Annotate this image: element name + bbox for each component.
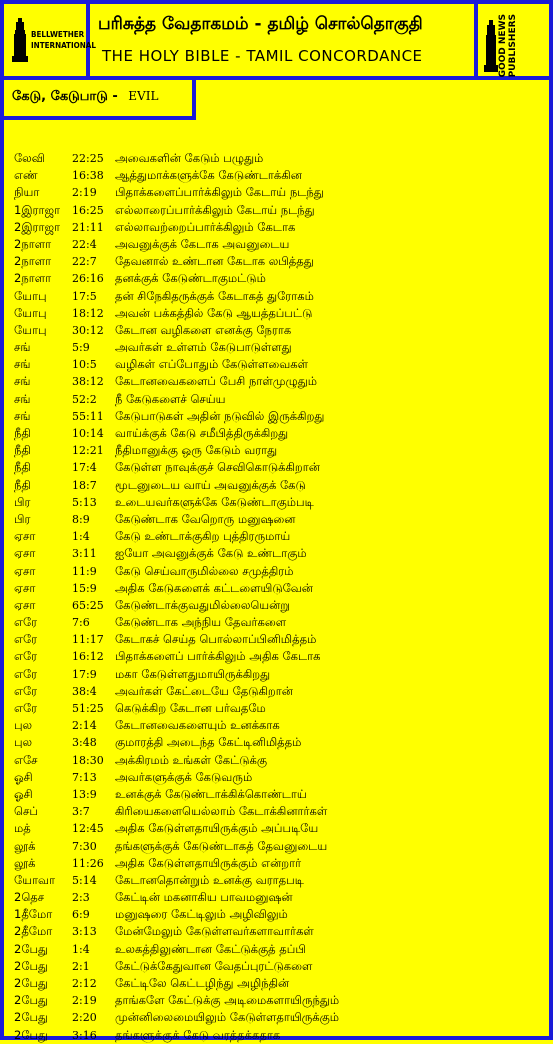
entry-text: தேவனால் உண்டான கேடாக லபித்தது	[115, 254, 314, 269]
entry-text: எல்லாரைப்பார்க்கிலும் கேடாய் நடந்து	[115, 202, 315, 217]
entry-row	[14, 683, 544, 700]
entry-book: 2நாளா	[14, 254, 52, 269]
entry-book: சங்	[14, 391, 31, 406]
entry-list	[14, 150, 544, 1044]
entry-book: செப்	[14, 804, 38, 819]
entry-text: மூடனுடைய வாய் அவனுக்குக் கேடு	[115, 477, 306, 492]
entry-row	[14, 666, 544, 683]
entry-reference: 38:4	[72, 684, 97, 698]
entry-reference: 8:9	[72, 512, 90, 526]
entry-book: 2பேது	[14, 976, 49, 990]
entry-reference: 12:21	[72, 444, 104, 458]
entry-text: கிரியைகளையெல்லாம் கேடாக்கினார்கள்	[115, 804, 328, 819]
entry-reference: 11:26	[72, 856, 104, 870]
entry-reference: 12:45	[72, 822, 104, 836]
entry-text: அவர்கள் கேட்டையே தேடுகிறான்	[115, 683, 293, 698]
entry-book: யோபு	[14, 322, 47, 337]
entry-row	[14, 253, 544, 270]
entry-book: சங்	[14, 374, 31, 389]
entry-text: அவைகளின் கேடும் பழுதும்	[115, 151, 264, 165]
entry-row	[14, 391, 544, 408]
entry-reference: 22:7	[72, 255, 97, 269]
entry-reference: 18:30	[72, 753, 104, 767]
entry-text: தாங்களே கேட்டுக்கு அடிமைகளாயிருந்தும்	[115, 993, 340, 1008]
entry-text: அவனுக்குக் கேடாக அவனுடைய	[115, 236, 290, 251]
entry-reference: 65:25	[72, 598, 104, 612]
entry-book: 2பேது	[14, 941, 49, 956]
entry-reference: 3:16	[72, 1028, 97, 1042]
entry-text: கேடுண்டாக வேறொரு மனுஷனை	[115, 511, 296, 526]
entry-row	[14, 408, 544, 425]
entry-reference: 1:4	[72, 942, 90, 956]
entry-row	[14, 442, 544, 459]
entry-reference: 11:17	[72, 633, 104, 647]
goodnews-logo-box	[478, 4, 549, 80]
entry-text: கேட்டின் மகனாகிய பாவமனுஷன்	[115, 890, 293, 905]
entry-row	[14, 425, 544, 442]
entry-row	[14, 270, 544, 287]
entry-book: நியா	[14, 185, 40, 200]
entry-book: எசே	[14, 752, 38, 767]
entry-reference: 2:1	[72, 959, 90, 973]
entry-row	[14, 219, 544, 236]
entry-row	[14, 1009, 544, 1026]
entry-book: 1இராஜா	[14, 202, 61, 217]
entry-text: பிதாக்களைப்பார்க்கிலும் கேடாய் நடந்து	[115, 185, 324, 200]
entry-reference: 51:25	[72, 702, 104, 715]
entry-book: ஏசா	[14, 529, 36, 544]
entry-text: கேடுள்ள நாவுக்குச் செவிகொடுக்கிறான்	[115, 460, 320, 475]
entry-text: கேடுண்டாக்குவதுமில்லையென்று	[115, 597, 290, 612]
entry-text: முன்னிலைமையிலும் கேடுள்ளதாயிருக்கும்	[115, 1010, 340, 1025]
entry-text: கேடான வழிகளை எனக்கு நேராக	[115, 322, 292, 337]
entry-book: 2பேது	[14, 1027, 49, 1042]
entry-row	[14, 906, 544, 923]
entry-row	[14, 511, 544, 528]
entry-text: உலகத்திலுண்டான கேட்டுக்குத் தப்பி	[115, 941, 306, 956]
entry-text: உனக்குக் கேடுண்டாக்கிக்கொண்டாய்	[115, 786, 307, 801]
entry-text: மேன்மேலும் கேடுள்ளவர்களாவார்கள்	[115, 924, 314, 939]
entry-book: 2பேது	[14, 958, 49, 973]
entry-row	[14, 769, 544, 786]
entry-text: கேடானதொன்றும் உனக்கு வராதபடி	[115, 872, 304, 887]
entry-text: வாய்க்குக் கேடு சமீபித்திருக்கிறது	[115, 426, 289, 440]
entry-row	[14, 941, 544, 958]
entry-book: 2இராஜா	[14, 219, 61, 234]
entry-reference: 18:12	[72, 306, 104, 320]
entry-reference: 2:20	[72, 1011, 97, 1025]
entry-text: கேடு உண்டாக்குகிற புத்திரருமாய்	[115, 529, 291, 544]
goodnews-logo-line1: GOOD NEWS	[498, 14, 508, 78]
entry-reference: 3:11	[72, 547, 97, 561]
bellwether-logo-line2: INTERNATIONAL	[31, 41, 96, 50]
entry-text: அதிக கேடுள்ளதாயிருக்கும் அப்படியே	[115, 821, 319, 836]
entry-reference: 52:2	[72, 392, 97, 406]
entry-book: பிர	[14, 511, 31, 526]
entry-row	[14, 150, 544, 167]
title-box	[90, 4, 478, 80]
entry-book: நீதி	[14, 443, 31, 458]
entry-row	[14, 786, 544, 803]
entry-row	[14, 202, 544, 219]
entry-book: 2நாளா	[14, 271, 52, 286]
entry-row	[14, 305, 544, 322]
entry-text: நீ கேடுகளைச் செய்ய	[115, 391, 226, 406]
title-english: THE HOLY BIBLE - TAMIL CONCORDANCE	[102, 47, 423, 65]
entry-text: அதிக கேடுகளைக் கட்டளையிடுவேன்	[115, 580, 313, 595]
entry-text: தனக்குக் கேடுண்டாகுமட்டும்	[115, 271, 266, 286]
bell-tower-icon	[12, 18, 28, 62]
entry-book: 2நாளா	[14, 236, 52, 251]
entry-reference: 26:16	[72, 272, 104, 286]
entry-reference: 10:14	[72, 427, 104, 440]
entry-row	[14, 356, 544, 373]
entry-text: வழிகள் எப்போதும் கேடுள்ளவைகள்	[115, 357, 309, 372]
entry-reference: 15:9	[72, 581, 97, 595]
entry-book: ஏசா	[14, 580, 36, 595]
entry-book: ஓசி	[14, 786, 33, 801]
entry-text: அவர்கள் உள்ளம் கேடுபாடுள்ளது	[115, 340, 292, 355]
entry-reference: 17:9	[72, 667, 97, 681]
entry-row	[14, 803, 544, 820]
entry-reference: 3:48	[72, 736, 97, 750]
entry-row	[14, 752, 544, 769]
entry-reference: 2:19	[72, 994, 97, 1008]
entry-book: 2பேது	[14, 1010, 49, 1025]
entry-row	[14, 631, 544, 648]
entry-row	[14, 288, 544, 305]
entry-book: லூக்	[14, 855, 36, 870]
entry-row	[14, 528, 544, 545]
entry-reference: 2:14	[72, 719, 97, 733]
goodnews-logo-line2: PUBLISHERS	[508, 14, 518, 78]
entry-book: எரே	[14, 666, 38, 681]
entry-book: 1தீமோ	[14, 907, 53, 922]
entry-row	[14, 322, 544, 339]
entry-row	[14, 580, 544, 597]
entry-book: ஏசா	[14, 563, 36, 578]
entry-row	[14, 477, 544, 494]
entry-book: புல	[14, 735, 33, 750]
entry-reference: 21:11	[72, 220, 104, 234]
goodnews-logo	[484, 14, 528, 77]
entry-text: தங்களுக்குக் கேடு வரத்தக்கதாக	[115, 1027, 281, 1042]
entry-reference: 17:5	[72, 289, 97, 303]
entry-book: யோவா	[14, 872, 56, 887]
entry-reference: 2:19	[72, 186, 97, 200]
entry-text: அவன் பக்கத்தில் கேடு ஆயத்தப்பட்டு	[115, 305, 313, 320]
entry-row	[14, 648, 544, 665]
entry-row	[14, 614, 544, 631]
entry-text: உடையவர்களுக்கே கேடுண்டாகும்படி	[115, 494, 314, 509]
entry-reference: 10:5	[72, 358, 97, 372]
entry-row	[14, 339, 544, 356]
entry-reference: 2:3	[72, 891, 90, 905]
entry-text: மகா கேடுள்ளதுமாயிருக்கிறது	[115, 666, 271, 681]
bellwether-logo	[12, 18, 96, 62]
entry-reference: 6:9	[72, 908, 90, 922]
entry-book: நீதி	[14, 477, 31, 492]
tower-icon	[484, 20, 498, 72]
entry-reference: 16:38	[72, 169, 104, 183]
entry-reference: 3:7	[72, 805, 90, 819]
entry-reference: 7:6	[72, 616, 90, 630]
entry-reference: 16:12	[72, 650, 104, 664]
entry-text: கேடு செய்வாருமில்லை சமுத்திரம்	[115, 563, 294, 578]
entry-reference: 22:4	[72, 237, 97, 251]
entry-book: யோபு	[14, 305, 47, 320]
entry-text: கெடுக்கிற கேடான பர்வதமே	[115, 701, 266, 715]
entry-book: எரே	[14, 649, 38, 664]
entry-reference: 17:4	[72, 461, 97, 475]
entry-book: நீதி	[14, 426, 31, 440]
entry-text: பிதாக்களைப் பார்க்கிலும் அதிக கேடாக	[115, 649, 321, 664]
entry-row	[14, 923, 544, 940]
entry-book: ஏசா	[14, 546, 36, 561]
entry-reference: 5:9	[72, 341, 90, 355]
entry-row	[14, 975, 544, 992]
entry-reference: 2:12	[72, 977, 97, 990]
entry-reference: 38:12	[72, 375, 104, 389]
topic-english: EVIL	[128, 89, 159, 103]
entry-reference: 22:25	[72, 152, 104, 165]
entry-reference: 7:13	[72, 770, 97, 784]
entry-row	[14, 820, 544, 837]
entry-row	[14, 717, 544, 734]
entry-reference: 18:7	[72, 478, 97, 492]
entry-row	[14, 1027, 544, 1044]
entry-row	[14, 992, 544, 1009]
entry-reference: 11:9	[72, 564, 97, 578]
entry-text: கேடானவைகளையும் உனக்காக	[115, 718, 280, 733]
bellwether-logo-box	[4, 4, 96, 80]
entry-text: மனுஷரை கேட்டிலும் அழிவிலும்	[115, 907, 288, 922]
entry-row	[14, 184, 544, 201]
entry-row	[14, 838, 544, 855]
entry-text: தன் சிநேகிதருக்குக் கேடாகத் துரோகம்	[115, 288, 314, 303]
entry-text: கேடுபாடுகள் அதின் நடுவில் இருக்கிறது	[115, 408, 325, 423]
entry-book: யோபு	[14, 288, 47, 303]
entry-reference: 16:25	[72, 203, 104, 217]
entry-text: தங்களுக்குக் கேடுண்டாகத் தேவனுடைய	[115, 838, 328, 853]
entry-book: எரே	[14, 615, 38, 630]
entry-row	[14, 545, 544, 562]
entry-book: லூக்	[14, 838, 36, 853]
topic-tamil: கேடு, கேடுபாடு -	[12, 89, 118, 104]
entry-row	[14, 872, 544, 889]
entry-book: மத்	[14, 821, 31, 836]
entry-row	[14, 563, 544, 580]
entry-row	[14, 167, 544, 184]
entry-text: கேடானவைகளைப் பேசி நாள்முழுதும்	[115, 374, 317, 389]
entry-row	[14, 889, 544, 906]
entry-reference: 1:4	[72, 530, 90, 544]
entry-text: குமாரத்தி அடைந்த கேட்டினிமித்தம்	[115, 735, 302, 750]
entry-row	[14, 236, 544, 253]
entry-row	[14, 700, 544, 717]
entry-reference: 55:11	[72, 409, 104, 423]
entry-book: லேவி	[14, 151, 45, 165]
entry-row	[14, 459, 544, 476]
entry-book: பிர	[14, 494, 31, 509]
title-tamil: பரிசுத்த வேதாகமம் - தமிழ் சொல்தொகுதி	[98, 14, 423, 34]
entry-row	[14, 734, 544, 751]
entry-book: ஓசி	[14, 769, 33, 784]
entry-text: எல்லாவற்றைப்பார்க்கிலும் கேடாக	[115, 219, 296, 234]
entry-row	[14, 958, 544, 975]
entry-text: அக்கிரமம் உங்கள் கேட்டுக்கு	[115, 752, 268, 767]
entry-text: கேட்டுக்கேதுவான வேதப்புரட்டுகளை	[115, 958, 313, 973]
entry-book: புல	[14, 718, 33, 733]
entry-text: கேடாகச் செய்த பொல்லாப்பினிமித்தம்	[115, 632, 317, 647]
entry-reference: 7:30	[72, 839, 97, 853]
topic-heading	[4, 80, 196, 120]
entry-reference: 3:13	[72, 925, 97, 939]
entry-book: நீதி	[14, 460, 31, 475]
entry-text: அவர்களுக்குக் கேடுவரும்	[115, 769, 253, 784]
bellwether-logo-line1: BELLWETHER	[31, 30, 85, 39]
entry-book: 2தீமோ	[14, 924, 53, 939]
entry-reference: 13:9	[72, 787, 97, 801]
entry-book: எரே	[14, 701, 38, 715]
entry-book: சங்	[14, 408, 31, 423]
entry-reference: 30:12	[72, 323, 104, 337]
entry-book: சங்	[14, 357, 31, 372]
entry-reference: 5:13	[72, 495, 97, 509]
entry-text: அதிக கேடுள்ளதாயிருக்கும் என்றார்	[115, 855, 302, 870]
entry-book: 2பேது	[14, 993, 49, 1008]
entry-text: ஆத்துமாக்களுக்கே கேடுண்டாக்கின	[115, 168, 302, 183]
entry-book: எண்	[14, 168, 38, 183]
entry-book: சங்	[14, 340, 31, 355]
entry-book: ஏசா	[14, 597, 36, 612]
entry-book: 2தெச	[14, 890, 45, 905]
entry-text: ஐயோ அவனுக்குக் கேடு உண்டாகும்	[115, 546, 307, 561]
entry-book: எரே	[14, 683, 38, 698]
entry-row	[14, 855, 544, 872]
entry-reference: 5:14	[72, 873, 97, 887]
entry-text: நீதிமானுக்கு ஒரு கேடும் வராது	[115, 443, 278, 458]
entry-row	[14, 494, 544, 511]
entry-text: கேடுண்டாக அந்நிய தேவர்களை	[115, 615, 287, 630]
entry-row	[14, 597, 544, 614]
entry-book: எரே	[14, 632, 38, 647]
entry-text: கேட்டிலே கெட்டழிந்து அழிந்தின்	[115, 976, 290, 990]
entry-row	[14, 373, 544, 390]
